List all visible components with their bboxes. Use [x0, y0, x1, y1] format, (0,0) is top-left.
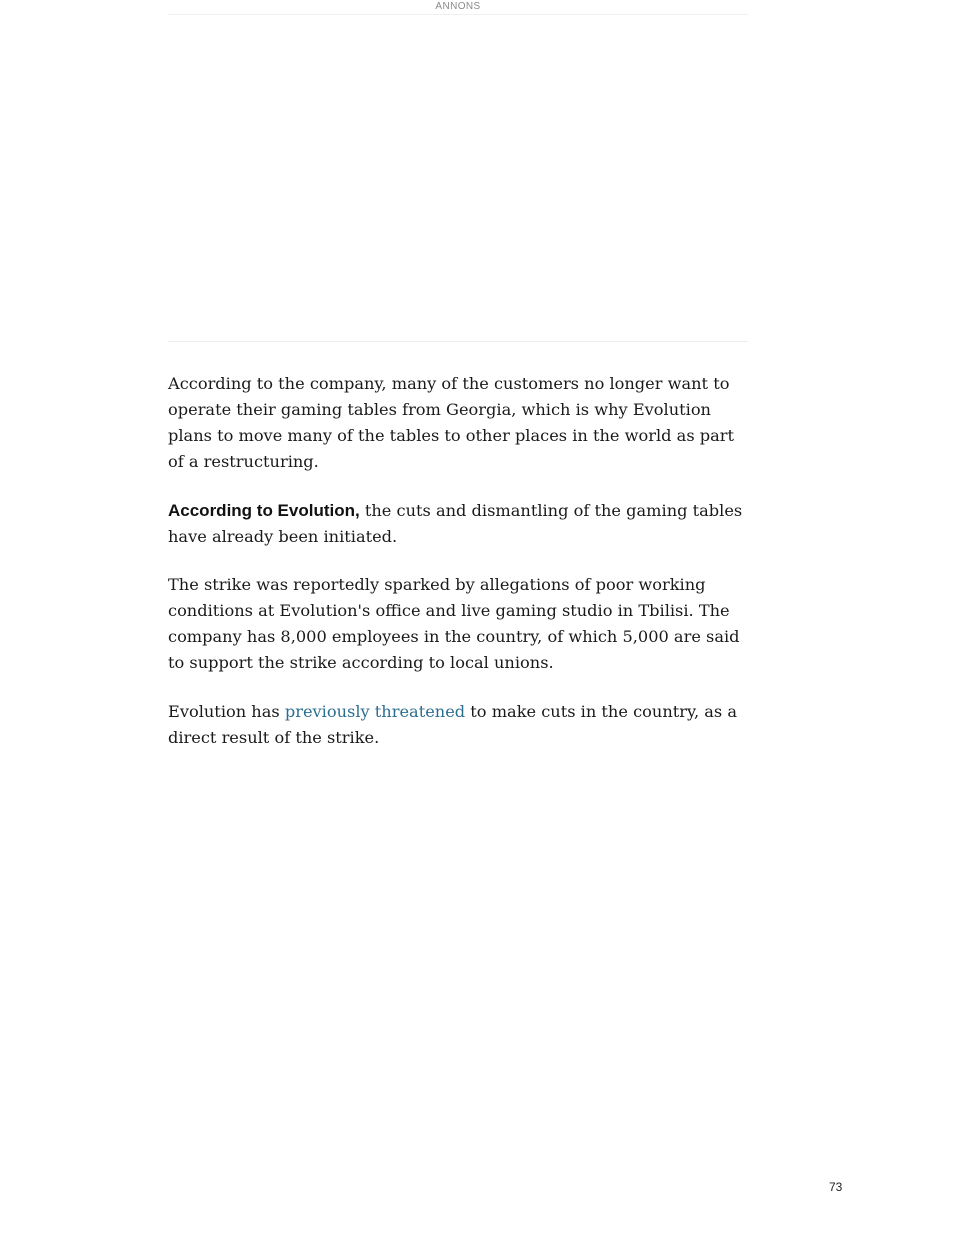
paragraph-threat-end: to make cuts in the country, as a direct result of the strike. [168, 701, 738, 747]
paragraph-restructuring: According to the company, many of the customers no longer want to operate their gaming tables from Georgia, which is why Evolution plans to move many of the tables to other places in the world as part of a restructuring. [168, 374, 735, 471]
ad-divider [168, 14, 748, 15]
paragraph-strike: The strike was reportedly sparked by allegations of poor working conditions at Evolution's office and live gaming studio in Tbilisi. The company has 8,000 employees in the country, of which 5,000 are said to support the strike according to local unions. [168, 575, 740, 672]
paragraph-lead: According to Evolution, [168, 500, 360, 520]
paragraph-cuts [168, 498, 753, 550]
paragraph-threat [168, 699, 753, 751]
ad-label: ANNONS [435, 1, 481, 12]
paragraph-threat-start: Evolution has [168, 701, 285, 721]
page-number: 73 [829, 1180, 843, 1194]
previously-threatened-link[interactable]: previously threatened [284, 701, 466, 721]
advertisement-slot [168, 0, 748, 342]
paragraph-cuts-text: the cuts and dismantling of the gaming tables have already been initiated. [168, 500, 743, 546]
article-body [168, 371, 753, 773]
